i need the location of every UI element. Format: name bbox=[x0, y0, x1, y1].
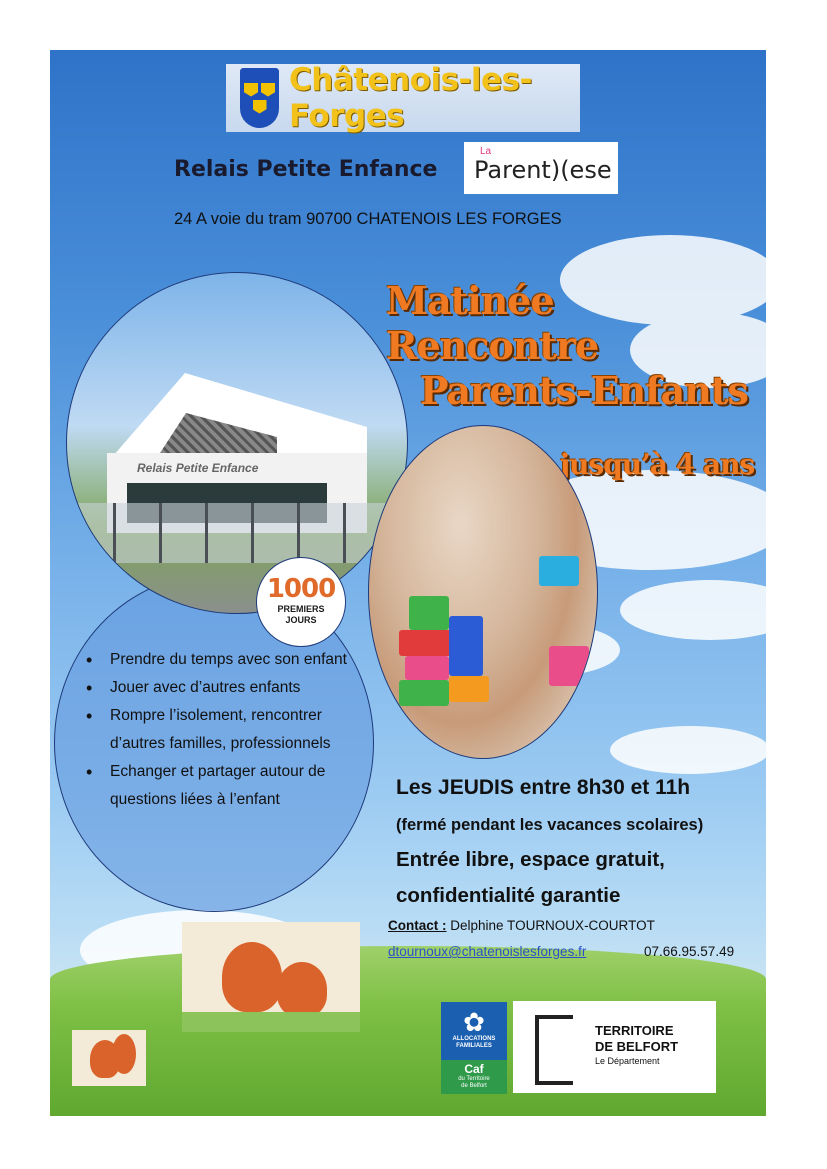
relais-address: 24 A voie du tram 90700 CHATENOIS LES FORGES bbox=[174, 210, 562, 228]
belfort-emblem-icon bbox=[535, 1015, 573, 1085]
parentalese-logo bbox=[464, 142, 618, 194]
schedule-text: Les JEUDIS entre 8h30 et 11h bbox=[396, 776, 691, 799]
benefit-item: • Echanger et partager autour de questions liées à l’enfant bbox=[80, 758, 350, 814]
closed-note: (fermé pendant les vacances scolaires) bbox=[396, 816, 704, 834]
town-logo bbox=[226, 64, 580, 132]
badge-line-1: PREMIERS bbox=[277, 604, 325, 614]
benefit-item: • Jouer avec d’autres enfants bbox=[80, 674, 350, 702]
confidentiality-text: confidentialité garantie bbox=[396, 884, 621, 907]
squirrel-illustration bbox=[72, 1030, 146, 1086]
building-illustration bbox=[107, 373, 367, 523]
badge-line-2: JOURS bbox=[285, 615, 317, 625]
tdb-logo-line-2: DE BELFORT bbox=[595, 1039, 679, 1054]
fence-illustration bbox=[67, 503, 407, 563]
parentalese-logo-prefix: La bbox=[480, 146, 492, 157]
benefits-list bbox=[80, 646, 350, 814]
caf-logo-line-2: FAMILIALES bbox=[456, 1043, 492, 1049]
tdb-logo-line-1: TERRITOIRE bbox=[595, 1023, 674, 1038]
building-photo bbox=[66, 272, 408, 614]
badge-number: 1000 bbox=[266, 574, 336, 604]
parentalese-logo-name: Parent)(ese bbox=[474, 156, 612, 184]
caf-logo bbox=[441, 1002, 507, 1094]
caf-logo-line-1: ALLOCATIONS bbox=[452, 1036, 496, 1042]
contact-email-link[interactable]: dtournoux@chatenoislesforges.fr bbox=[388, 944, 587, 959]
caf-logo-line-3: du Territoire bbox=[458, 1076, 490, 1082]
headline-age: jusqu’à 4 ans bbox=[560, 448, 755, 481]
town-logo-text: Châtenois-les-Forges bbox=[289, 62, 532, 134]
relais-title: Relais Petite Enfance bbox=[174, 157, 438, 182]
caf-logo-line-4: de Belfort bbox=[461, 1083, 487, 1089]
caf-logo-bottom bbox=[441, 1060, 507, 1094]
caf-logo-brand: Caf bbox=[464, 1062, 484, 1076]
headline-line-2: Parents-Enfants bbox=[420, 368, 748, 413]
contact-name: Delphine TOURNOUX-COURTOT bbox=[450, 918, 655, 933]
territoire-de-belfort-logo bbox=[513, 1001, 716, 1093]
tdb-logo-line-3: Le Département bbox=[595, 1056, 660, 1066]
contact-line bbox=[388, 918, 655, 933]
children-playing-photo bbox=[368, 425, 598, 759]
building-sign: Relais Petite Enfance bbox=[137, 461, 259, 475]
caf-people-icon: ✿ bbox=[463, 1007, 485, 1037]
contact-phone: 07.66.95.57.49 bbox=[644, 944, 735, 959]
foxes-illustration bbox=[182, 922, 360, 1032]
toy-blocks-illustration bbox=[389, 566, 519, 716]
headline-line-1: Matinée Rencontre bbox=[386, 278, 599, 368]
town-crest-icon bbox=[240, 68, 279, 128]
flyer-poster bbox=[50, 50, 766, 1116]
1000-premiers-jours-badge bbox=[256, 557, 346, 647]
benefit-item: • Prendre du temps avec son enfant bbox=[80, 646, 350, 674]
benefit-item: • Rompre l’isolement, rencontrer d’autres familles, professionnels bbox=[80, 702, 350, 758]
free-entry-text: Entrée libre, espace gratuit, bbox=[396, 848, 665, 871]
contact-label: Contact : bbox=[388, 918, 447, 933]
